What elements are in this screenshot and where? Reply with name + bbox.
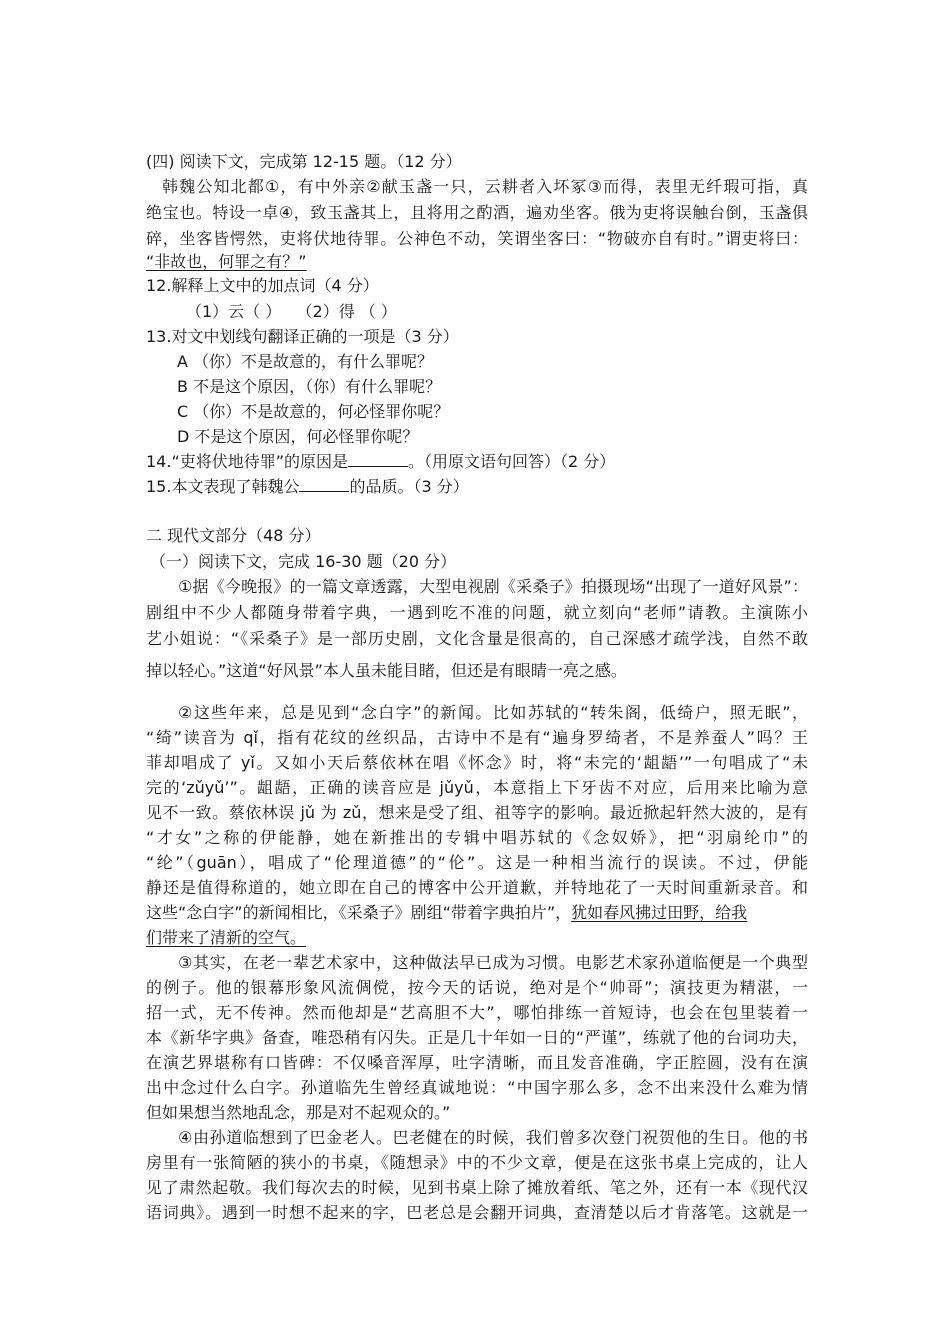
para1-line: ①据《今晚报》的一篇文章透露，大型电视剧《采桑子》拍摄现场“出现了一道好风景”： xyxy=(178,577,808,596)
q13-option-b: B 不是这个原因，（你）有什么罪呢？ xyxy=(177,377,442,396)
q13-stem: 13.对文中划线句翻译正确的一项是（3 分） xyxy=(146,327,459,346)
classical-passage-line: 碎，坐客皆愕然，吏将伏地待罪。公神色不动，笑谓坐客曰：“物破亦自有时。”谓吏将曰： xyxy=(146,229,808,248)
section4-heading: (四) 阅读下文，完成第 12-15 题。（12 分） xyxy=(146,152,462,171)
para2-line: 见不一致。蔡依林误 jǔ 为 zǔ，想来是受了组、祖等字的影响。最近掀起轩然大波的，是有 xyxy=(146,803,808,822)
para2-line: “绮”读音为 qǐ，指有花纹的丝织品，古诗中不是有“遍身罗绮者，不是养蚕人”吗？王 xyxy=(146,728,808,747)
para3-line: 招一式，无不传神。然而他却是“艺高胆不大”，哪怕排练一首短诗，也会在包里装着一 xyxy=(146,1003,808,1022)
para4-line: 见了肃然起敬。我们每次去的时候，见到书桌上除了摊放着纸、笔之外，还有一本《现代汉 xyxy=(146,1178,808,1197)
para3-line: 的例子。他的银幕形象风流倜傥，按今天的话说，绝对是个“帅哥”；演技更为精湛，一 xyxy=(146,978,808,997)
para2-line-with-underline xyxy=(146,903,747,923)
classical-passage-underlined-line: “非故也，何罪之有？” xyxy=(146,252,307,271)
q12-items: （1）云（ ） （2）得 （ ） xyxy=(186,302,397,321)
q14-text-after: 。（用原文语句回答）（2 分） xyxy=(408,452,616,471)
para3-line: 但如果想当然地乱念，那是对不起观众的。” xyxy=(146,1103,451,1122)
q13-option-a: A （你）不是故意的，有什么罪呢？ xyxy=(177,352,434,371)
para4-line: 房里有一张简陋的狭小的书桌，《随想录》中的不少文章，便是在这张书桌上完成的，让人 xyxy=(146,1153,808,1172)
q14-text-before: 14.“吏将伏地待罪”的原因是 xyxy=(146,452,349,471)
para3-line: 在演艺界堪称有口皆碑：不仅嗓音浑厚，吐字清晰，而且发音准确，字正腔圆，没有在演 xyxy=(146,1053,808,1072)
para4-line: 语词典》。遇到一时想不起来的字，巴老总是会翻开词典，查清楚以后才肯落笔。这就是一 xyxy=(146,1203,808,1222)
para2-line: “纶”（guān），唱成了“伦理道德”的“伦”。这是一种相当流行的误读。不过，伊能 xyxy=(146,853,808,872)
part2-sub-heading: （一）阅读下文，完成 16-30 题（20 分） xyxy=(150,552,457,571)
classical-passage-line: 韩魏公知北都①，有中外亲②献玉盏一只，云耕者入坏冢③而得，表里无纤瑕可指，真 xyxy=(162,177,808,196)
part2-heading: 二 现代文部分（48 分） xyxy=(146,526,321,545)
q15-answer-blank[interactable] xyxy=(299,477,349,492)
para1-line: 掉以轻心。”这道“好风景”本人虽未能目睹，但还是有眼睛一亮之感。 xyxy=(146,661,627,680)
para2-line: ②这些年来，总是见到“念白字”的新闻。比如苏轼的“转朱阁，低绮户，照无眠”， xyxy=(178,703,808,722)
para1-line: 艺小姐说：“《采桑子》是一部历史剧，文化含量是很高的，自己深感才疏学浅，自然不敢 xyxy=(146,629,808,648)
q15 xyxy=(146,477,469,497)
para3-line: ③其实，在老一辈艺术家中，这种做法早已成为习惯。电影艺术家孙道临便是一个典型 xyxy=(178,953,808,972)
classical-passage-line: 绝宝也。特设一卓④，致玉盏其上，且将用之酌酒，遍劝坐客。俄为吏将误触台倒，玉盏俱 xyxy=(146,203,808,222)
para2-underlined-last-line: 们带来了清新的空气。 xyxy=(146,928,307,947)
q15-text-after: 的品质。（3 分） xyxy=(349,477,469,496)
para4-line: ④由孙道临想到了巴金老人。巴老健在的时候，我们曾多次登门祝贺他的生日。他的书 xyxy=(178,1128,808,1147)
para2-underlined-phrase: 犹如春风拂过田野，给我 xyxy=(571,903,748,922)
q12-stem: 12.解释上文中的加点词（4 分） xyxy=(146,276,379,295)
q13-option-c: C （你）不是故意的，何必怪罪你呢？ xyxy=(177,402,450,421)
para2-line: 静还是值得称道的，她立即在自己的博客中公开道歉，并特地花了一天时间重新录音。和 xyxy=(146,878,808,897)
q14-answer-blank[interactable] xyxy=(348,452,408,467)
para1-line: 剧组中不少人都随身带着字典，一遇到吃不准的问题，就立刻向“老师”请教。主演陈小 xyxy=(146,603,808,622)
q15-text-before: 15.本文表现了韩魏公 xyxy=(146,477,300,496)
para2-line-plain: 这些“念白字”的新闻相比，《采桑子》剧组“带着字典拍片”， xyxy=(146,903,572,922)
para3-line: 本《新华字典》备查，唯恐稍有闪失。正是几十年如一日的“严谨”，练就了他的台词功夫， xyxy=(146,1028,808,1047)
para3-line: 出中念过什么白字。孙道临先生曾经真诚地说：“中国字那么多，念不出来没什么难为情 xyxy=(146,1078,808,1097)
para2-line: 菲却唱成了 yǐ。又如小天后蔡依林在唱《怀念》时，将“未完的‘龃龉’”一句唱成了“未 xyxy=(146,753,808,772)
para2-line: “才女”之称的伊能静，她在新推出的专辑中唱苏轼的《念奴娇》，把“羽扇纶巾”的 xyxy=(146,828,808,847)
para2-line: 完的‘zǔyǔ’”。龃龉，正确的读音应是 jǔyǔ，本意指上下牙齿不对应，后用来比喻为意 xyxy=(146,778,808,797)
q14 xyxy=(146,452,615,472)
q13-option-d: D 不是这个原因，何必怪罪你呢？ xyxy=(177,427,419,446)
